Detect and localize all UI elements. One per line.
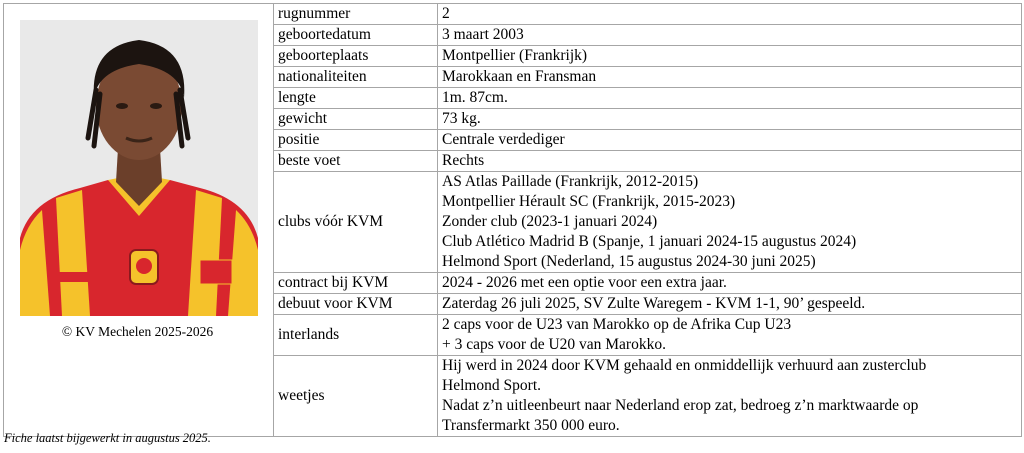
- value-lengte: 1m. 87cm.: [438, 88, 1022, 109]
- value-rugnummer: 2: [438, 4, 1022, 25]
- photo-cell: [4, 4, 274, 437]
- label-geboorteplaats: geboorteplaats: [274, 46, 438, 67]
- value-geboortedatum: 3 maart 2003: [438, 25, 1022, 46]
- label-contract: contract bij KVM: [274, 273, 438, 294]
- weetjes-line: Helmond Sport.: [442, 377, 542, 394]
- value-nationaliteiten: Marokkaan en Fransman: [438, 67, 1022, 88]
- label-weetjes: weetjes: [274, 356, 438, 437]
- label-beste-voet: beste voet: [274, 151, 438, 172]
- label-lengte: lengte: [274, 88, 438, 109]
- value-clubs: [438, 172, 1022, 273]
- player-portrait-illustration: [20, 20, 258, 316]
- label-gewicht: gewicht: [274, 109, 438, 130]
- label-geboortedatum: geboortedatum: [274, 25, 438, 46]
- weetjes-line: Hij werd in 2024 door KVM gehaald en onmiddellijk verhuurd aan zusterclub: [442, 357, 927, 374]
- photo-credit: © KV Mechelen 2025-2026: [61, 324, 214, 339]
- value-positie: Centrale verdediger: [438, 130, 1022, 151]
- player-fact-sheet: [3, 3, 1022, 437]
- label-positie: positie: [274, 130, 438, 151]
- value-interlands: [438, 315, 1022, 356]
- interlands-line: 2 caps voor de U23 van Marokko op de Afrika Cup U23: [442, 316, 792, 333]
- value-gewicht: 73 kg.: [438, 109, 1022, 130]
- label-rugnummer: rugnummer: [274, 4, 438, 25]
- label-interlands: interlands: [274, 315, 438, 356]
- label-clubs: clubs vóór KVM: [274, 172, 438, 273]
- club-line: Helmond Sport (Nederland, 15 augustus 2024-30 juni 2025): [442, 253, 816, 270]
- label-debuut: debuut voor KVM: [274, 294, 438, 315]
- club-line: AS Atlas Paillade (Frankrijk, 2012-2015): [442, 173, 699, 190]
- club-line: Zonder club (2023-1 januari 2024): [442, 213, 658, 230]
- club-line: Montpellier Hérault SC (Frankrijk, 2015-2023): [442, 193, 736, 210]
- footnote: Fiche laatst bijgewerkt in augustus 2025.: [4, 431, 211, 445]
- club-line: Club Atlético Madrid B (Spanje, 1 januari 2024-15 augustus 2024): [442, 233, 857, 250]
- weetjes-line: Transfermarkt 350 000 euro.: [442, 417, 620, 434]
- label-nationaliteiten: nationaliteiten: [274, 67, 438, 88]
- value-beste-voet: Rechts: [438, 151, 1022, 172]
- value-geboorteplaats: Montpellier (Frankrijk): [438, 46, 1022, 67]
- interlands-line: + 3 caps voor de U20 van Marokko.: [442, 336, 666, 353]
- value-debuut: Zaterdag 26 juli 2025, SV Zulte Waregem - KVM 1-1, 90’ gespeeld.: [438, 294, 1022, 315]
- row-rugnummer: [4, 4, 1022, 25]
- value-weetjes: [438, 356, 1022, 437]
- player-photo: [20, 20, 258, 316]
- weetjes-line: Nadat z’n uitleenbeurt naar Nederland erop zat, bedroeg z’n marktwaarde op: [442, 397, 919, 414]
- value-contract: 2024 - 2026 met een optie voor een extra jaar.: [438, 273, 1022, 294]
